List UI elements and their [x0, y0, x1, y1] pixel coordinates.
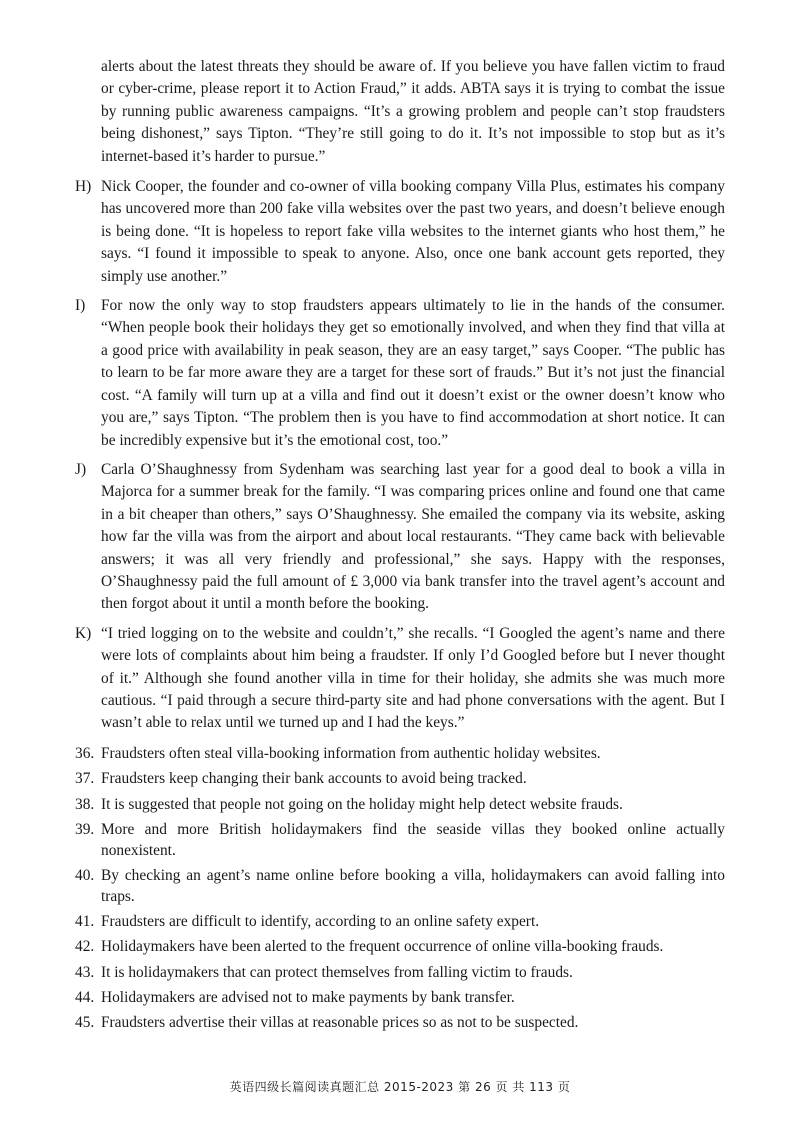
- question-number: 39.: [75, 820, 95, 838]
- question-text: Fraudsters often steal villa-booking information from authentic holiday websites.: [101, 744, 601, 762]
- question-item: [75, 1013, 725, 1034]
- question-item: [75, 963, 725, 984]
- question-text: Fraudsters advertise their villas at reasonable prices so as not to be suspected.: [101, 1014, 579, 1032]
- question-item: [75, 769, 725, 790]
- question-number: 42.: [75, 938, 95, 956]
- question-item: [75, 795, 725, 816]
- paragraph-k: [75, 623, 725, 735]
- question-number: 36.: [75, 744, 95, 762]
- question-text: Holidaymakers have been alerted to the frequent occurrence of online villa-booking frauds.: [101, 938, 664, 956]
- paragraph-text: “I tried logging on to the website and couldn’t,” she recalls. “I Googled the agent’s name and there were lots of complaints about him being a fraudster. If only I’d Googled before but I never thought of it.” Although she found another villa in time for their holiday, she admits she was much more cautious. “I paid through a secure third-party site and had phone conversations with the agent. But I wasn’t able to relax until we turned up and I had the keys.”: [101, 624, 725, 732]
- question-number: 40.: [75, 866, 95, 884]
- question-item: [75, 866, 725, 907]
- question-text: More and more British holidaymakers find the seaside villas they booked online actually nonexistent.: [101, 820, 725, 859]
- paragraph-label: H): [75, 178, 92, 196]
- paragraph-label: K): [75, 624, 92, 642]
- question-number: 44.: [75, 989, 95, 1007]
- paragraph-h: [75, 176, 725, 288]
- question-text: It is suggested that people not going on the holiday might help detect website frauds.: [101, 795, 623, 813]
- question-text: Fraudsters are difficult to identify, according to an online safety expert.: [101, 912, 540, 930]
- page-footer: 英语四级长篇阅读真题汇总 2015-2023 第 26 页 共 113 页: [229, 1080, 571, 1094]
- question-number: 37.: [75, 770, 95, 788]
- question-number: 43.: [75, 963, 95, 981]
- question-item: [75, 820, 725, 861]
- question-item: [75, 937, 725, 958]
- paragraph-i: [75, 295, 725, 452]
- paragraph-text: Nick Cooper, the founder and co-owner of villa booking company Villa Plus, estimates his company has uncovered more than 200 fake villa websites over the past two years, and doesn’t believe enough is being done. “It is hopeless to report fake villa websites to the internet giants who host them,” he says. “I found it impossible to speak to anyone. Also, once one bank account gets reported, they simply use another.”: [101, 178, 725, 285]
- question-item: [75, 988, 725, 1009]
- continued-paragraph: alerts about the latest threats they should be aware of. If you believe you have fallen victim to fraud or cyber-crime, please report it to Action Fraud,” it adds. ABTA says it is trying to combat the issue by running public awareness campaigns. “It’s a growing problem and people can’t stop fraudsters being dishonest,” says Tipton. “They’re still going to do it. It’s not impossible to stop but as it’s internet-based it’s harder to pursue.”: [101, 58, 725, 165]
- question-text: Fraudsters keep changing their bank accounts to avoid being tracked.: [101, 770, 527, 788]
- paragraph-j: [75, 459, 725, 616]
- question-item: [75, 744, 725, 765]
- question-text: By checking an agent’s name online before booking a villa, holidaymakers can avoid falling into traps.: [101, 866, 725, 905]
- question-item: [75, 912, 725, 933]
- question-number: 38.: [75, 795, 95, 813]
- paragraph-text: For now the only way to stop fraudsters appears ultimately to lie in the hands of the consumer. “When people book their holidays they get so emotionally involved, and when they find that villa at a good price with availability in peak season, they are an easy target,” says Cooper. “The public has to learn to be far more aware they are a target for these sort of frauds.” But it’s not just the financial cost. “A family will turn up at a villa and find out it doesn’t exist or the owner doesn’t know who you are,” says Tipton. “The problem then is you have to find accommodation at short notice. It can be incredibly expensive but it’s the emotional cost, too.”: [101, 297, 725, 449]
- question-number: 41.: [75, 912, 95, 930]
- question-text: It is holidaymakers that can protect themselves from falling victim to frauds.: [101, 963, 573, 981]
- document-page: [75, 56, 725, 1039]
- question-list: [75, 744, 725, 1034]
- paragraph-label: I): [75, 297, 86, 315]
- paragraph-text: Carla O’Shaughnessy from Sydenham was searching last year for a good deal to book a villa in Majorca for a summer break for the family. “I was comparing prices online and found one that came in a bit cheaper than others,” says O’Shaughnessy. She emailed the company via its website, asking how far the villa was from the airport and about local restaurants. “They came back with believable answers; it was all very friendly and professional,” she says. Happy with the responses, O’Shaughnessy paid the full amount of £ 3,000 via bank transfer into the travel agent’s account and then forgot about it until a month before the booking.: [101, 460, 725, 613]
- question-number: 45.: [75, 1014, 95, 1032]
- question-text: Holidaymakers are advised not to make payments by bank transfer.: [101, 989, 515, 1007]
- paragraph-label: J): [75, 460, 87, 478]
